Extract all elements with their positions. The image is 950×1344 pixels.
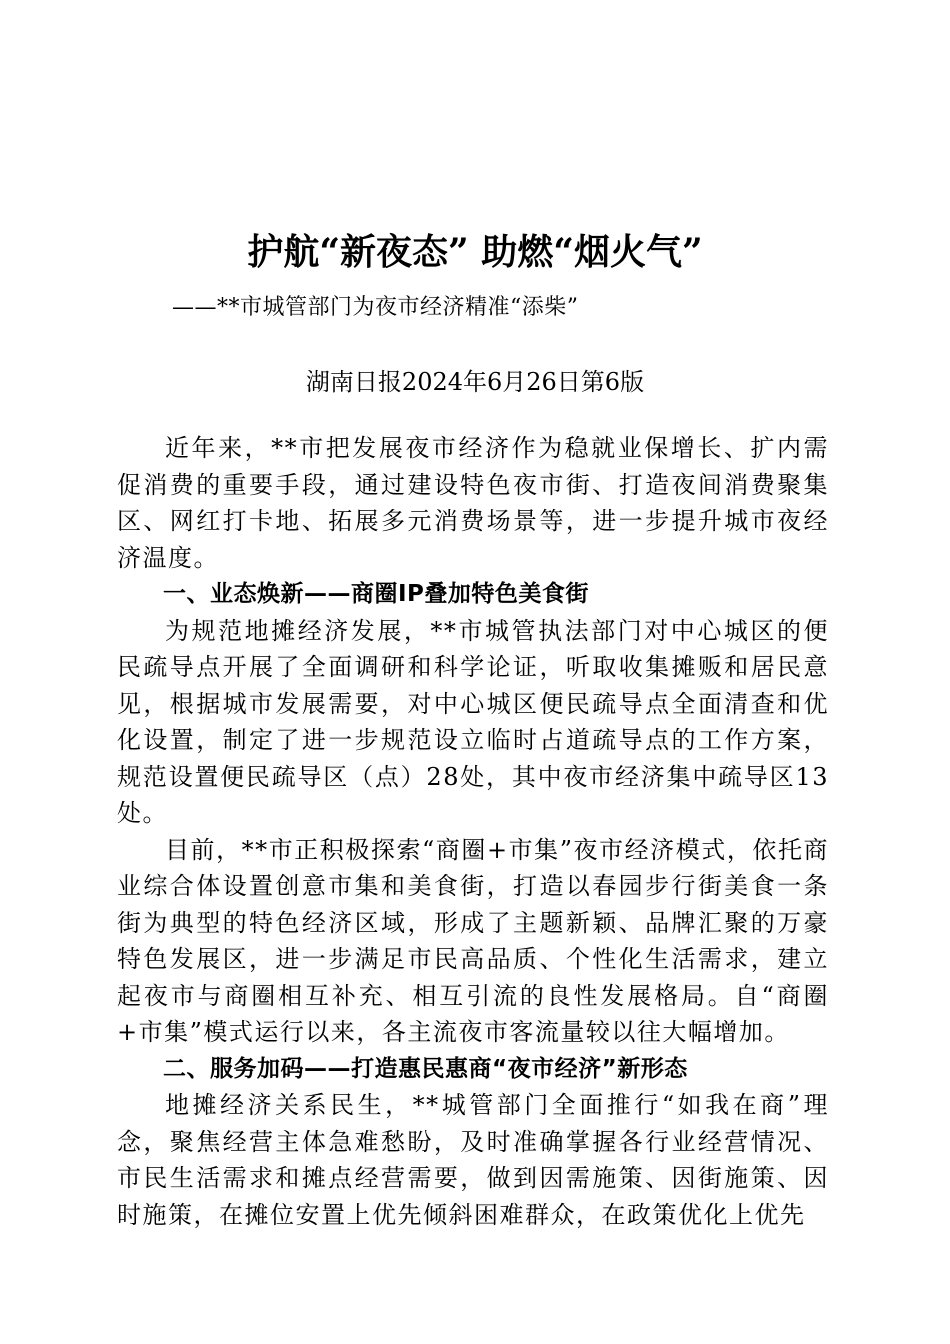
intro-paragraph: 近年来，**市把发展夜市经济作为稳就业保增长、扩内需促消费的重要手段，通过建设特色夜市街、打造夜间消费聚集区、网红打卡地、拓展多元消费场景等，进一步提升城市夜经济温度。 — [117, 434, 829, 572]
article-title: 护航“新夜态” 助燃“烟火气” — [247, 231, 703, 273]
article-subtitle: ——**市城管部门为夜市经济精准“添柴” — [172, 295, 579, 320]
article-source: 湖南日报2024年6月26日第6版 — [305, 368, 645, 396]
article-body — [117, 430, 829, 1233]
section-1-paragraph-1: 为规范地摊经济发展，**市城管执法部门对中心城区的便民疏导点开展了全面调研和科学论证，听取收集摊贩和居民意见，根据城市发展需要，对中心城区便民疏导点全面清查和优化设置，制定了进一步规范设立临时占道疏导点的工作方案，规范设置便民疏导区（点）28处，其中夜市经济集中疏导区13处。 — [117, 616, 829, 827]
section-2-paragraph-1: 地摊经济关系民生，**城管部门全面推行“如我在商”理念，聚焦经营主体急难愁盼，及时准确掌握各行业经营情况、市民生活需求和摊点经营需要，做到因需施策、因街施策、因时施策，在摊位安置上优先倾斜困难群众，在政策优化上优先 — [117, 1091, 829, 1229]
section-1-paragraph-2: 目前，**市正积极探索“商圈+市集”夜市经济模式，依托商业综合体设置创意市集和美食街，打造以春园步行街美食一条街为典型的特色经济区域，形成了主题新颖、品牌汇聚的万豪特色发展区，进一步满足市民高品质、个性化生活需求，建立起夜市与商圈相互补充、相互引流的良性发展格局。自“商圈+市集”模式运行以来，各主流夜市客流量较以往大幅增加。 — [117, 835, 829, 1046]
section-heading-1: 一、业态焕新——商圈IP叠加特色美食街 — [163, 581, 589, 607]
section-heading-2: 二、服务加码——打造惠民惠商“夜市经济”新形态 — [163, 1055, 688, 1082]
